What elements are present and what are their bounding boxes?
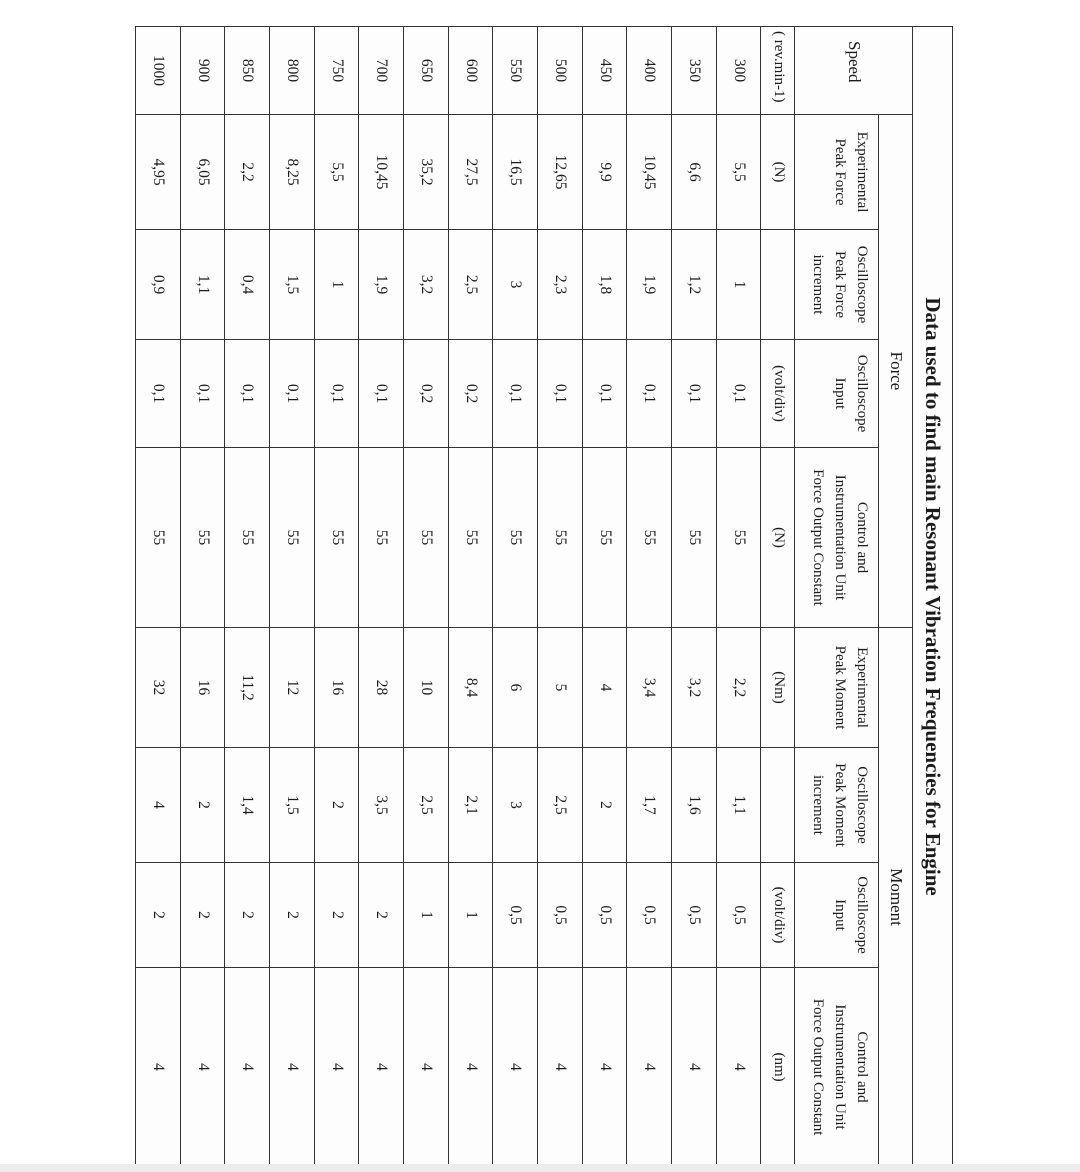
column-header-line: Peak Moment <box>832 763 849 847</box>
column-header-line: Oscilloscope <box>853 354 870 433</box>
value-cell: 35,2 <box>404 115 449 230</box>
column-header-line: increment <box>810 775 827 835</box>
column-header-line: Oscilloscope <box>853 766 870 844</box>
unit-cell: (nm) <box>761 968 795 1167</box>
speed-cell: 450 <box>582 27 627 115</box>
table-row <box>448 27 493 1167</box>
value-cell: 1 <box>448 863 493 968</box>
table-row <box>538 27 583 1167</box>
value-cell: 3,2 <box>404 230 449 340</box>
value-cell: 12,65 <box>538 115 583 230</box>
value-cell: 4 <box>136 748 181 863</box>
value-cell: 55 <box>671 448 716 628</box>
value-cell: 4 <box>716 968 761 1167</box>
value-cell: 55 <box>448 448 493 628</box>
value-cell: 11,2 <box>225 628 270 748</box>
column-header-line: Oscilloscope <box>853 876 870 954</box>
column-header-line: Instrumentation Unit <box>832 474 849 601</box>
speed-cell: 850 <box>225 27 270 115</box>
value-cell: 55 <box>493 448 538 628</box>
value-cell: 1 <box>716 230 761 340</box>
table-row <box>314 27 359 1167</box>
column-header-line: Input <box>832 377 849 410</box>
moment-column-header <box>795 748 879 863</box>
column-header-line: Control and <box>853 501 870 574</box>
unit-cell: (volt/div) <box>761 340 795 448</box>
value-cell: 1,1 <box>180 230 225 340</box>
speed-cell: 400 <box>627 27 672 115</box>
table-row <box>582 27 627 1167</box>
value-cell: 0,1 <box>671 340 716 448</box>
column-header-line: Experimental <box>853 131 870 213</box>
speed-cell: 650 <box>404 27 449 115</box>
value-cell: 2 <box>180 748 225 863</box>
value-cell: 0,5 <box>627 863 672 968</box>
speed-cell: 600 <box>448 27 493 115</box>
table-row <box>180 27 225 1167</box>
value-cell: 0,1 <box>314 340 359 448</box>
value-cell: 0,1 <box>136 340 181 448</box>
value-cell: 2,5 <box>404 748 449 863</box>
table-row <box>136 27 181 1167</box>
value-cell: 3,5 <box>359 748 404 863</box>
value-cell: 3,4 <box>627 628 672 748</box>
value-cell: 2 <box>225 863 270 968</box>
table-row <box>359 27 404 1167</box>
value-cell: 4 <box>225 968 270 1167</box>
value-cell: 8,4 <box>448 628 493 748</box>
data-body <box>136 27 761 1167</box>
value-cell: 2,2 <box>225 115 270 230</box>
speed-cell: 350 <box>671 27 716 115</box>
value-cell: 55 <box>180 448 225 628</box>
value-cell: 6 <box>493 628 538 748</box>
value-cell: 1 <box>314 230 359 340</box>
value-cell: 1,7 <box>627 748 672 863</box>
value-cell: 1,5 <box>270 230 315 340</box>
value-cell: 0,1 <box>359 340 404 448</box>
value-cell: 0,4 <box>225 230 270 340</box>
column-header-line: Input <box>832 899 849 931</box>
unit-cell: ( rev.min-1) <box>761 27 795 115</box>
value-cell: 4 <box>359 968 404 1167</box>
table-row <box>716 27 761 1167</box>
value-cell: 1,9 <box>627 230 672 340</box>
value-cell: 55 <box>538 448 583 628</box>
value-cell: 10,45 <box>359 115 404 230</box>
value-cell: 0,5 <box>538 863 583 968</box>
speed-cell: 550 <box>493 27 538 115</box>
value-cell: 0,1 <box>180 340 225 448</box>
unit-cell: (Nm) <box>761 628 795 748</box>
moment-column-header <box>795 628 879 748</box>
value-cell: 6,05 <box>180 115 225 230</box>
value-cell: 1,2 <box>671 230 716 340</box>
value-cell: 1,5 <box>270 748 315 863</box>
value-cell: 4 <box>180 968 225 1167</box>
value-cell: 2,5 <box>448 230 493 340</box>
value-cell: 3,2 <box>671 628 716 748</box>
column-header-line: Force Output Constant <box>810 469 827 606</box>
units-row <box>761 27 795 1167</box>
value-cell: 0,1 <box>627 340 672 448</box>
speed-cell: 800 <box>270 27 315 115</box>
value-cell: 4 <box>582 968 627 1167</box>
value-cell: 0,5 <box>716 863 761 968</box>
value-cell: 1,9 <box>359 230 404 340</box>
value-cell: 10 <box>404 628 449 748</box>
value-cell: 0,1 <box>538 340 583 448</box>
value-cell: 2 <box>582 748 627 863</box>
value-cell: 1,4 <box>225 748 270 863</box>
value-cell: 55 <box>359 448 404 628</box>
force-column-header <box>795 115 879 230</box>
value-cell: 0,9 <box>136 230 181 340</box>
speed-cell: 1000 <box>136 27 181 115</box>
value-cell: 1 <box>404 863 449 968</box>
table-row <box>493 27 538 1167</box>
unit-cell: (volt/div) <box>761 863 795 968</box>
value-cell: 0,1 <box>582 340 627 448</box>
unit-cell <box>761 230 795 340</box>
unit-cell: (N) <box>761 448 795 628</box>
value-cell: 1,6 <box>671 748 716 863</box>
speed-cell: 900 <box>180 27 225 115</box>
value-cell: 55 <box>136 448 181 628</box>
value-cell: 55 <box>404 448 449 628</box>
value-cell: 12 <box>270 628 315 748</box>
column-header-row <box>795 27 879 1167</box>
value-cell: 2,2 <box>716 628 761 748</box>
value-cell: 4 <box>627 968 672 1167</box>
column-header-line: Control and <box>853 1031 870 1103</box>
value-cell: 5 <box>538 628 583 748</box>
value-cell: 55 <box>225 448 270 628</box>
value-cell: 0,1 <box>270 340 315 448</box>
value-cell: 2 <box>359 863 404 968</box>
value-cell: 55 <box>716 448 761 628</box>
force-group-header: Force <box>878 115 912 628</box>
value-cell: 5,5 <box>716 115 761 230</box>
table-row <box>225 27 270 1167</box>
value-cell: 16 <box>314 628 359 748</box>
value-cell: 2 <box>180 863 225 968</box>
value-cell: 1,1 <box>716 748 761 863</box>
value-cell: 16 <box>180 628 225 748</box>
value-cell: 2,1 <box>448 748 493 863</box>
rotated-page <box>135 26 953 1166</box>
value-cell: 0,5 <box>671 863 716 968</box>
value-cell: 0,1 <box>716 340 761 448</box>
force-column-header <box>795 340 879 448</box>
resonance-data-table <box>135 26 953 1167</box>
value-cell: 16,5 <box>493 115 538 230</box>
value-cell: 2,3 <box>538 230 583 340</box>
value-cell: 0,1 <box>493 340 538 448</box>
unit-cell <box>761 748 795 863</box>
speed-cell: 500 <box>538 27 583 115</box>
column-header-line: Peak Force <box>832 250 849 319</box>
value-cell: 2 <box>270 863 315 968</box>
value-cell: 2 <box>314 863 359 968</box>
force-column-header <box>795 230 879 340</box>
column-header-line: Peak Moment <box>832 645 849 730</box>
value-cell: 4 <box>448 968 493 1167</box>
column-header-line: Oscilloscope <box>853 245 870 324</box>
value-cell: 55 <box>270 448 315 628</box>
value-cell: 3 <box>493 230 538 340</box>
speed-cell: 300 <box>716 27 761 115</box>
table-row <box>270 27 315 1167</box>
value-cell: 4,95 <box>136 115 181 230</box>
value-cell: 1,8 <box>582 230 627 340</box>
table-row <box>404 27 449 1167</box>
value-cell: 0,2 <box>404 340 449 448</box>
speed-cell: 700 <box>359 27 404 115</box>
value-cell: 9,9 <box>582 115 627 230</box>
value-cell: 0,2 <box>448 340 493 448</box>
value-cell: 4 <box>136 968 181 1167</box>
bottom-strip <box>0 1164 1080 1172</box>
value-cell: 55 <box>582 448 627 628</box>
table-title: Data used to find main Resonant Vibration Frequencies for Engine <box>912 27 952 1167</box>
value-cell: 0,1 <box>225 340 270 448</box>
value-cell: 27,5 <box>448 115 493 230</box>
value-cell: 4 <box>493 968 538 1167</box>
value-cell: 8,25 <box>270 115 315 230</box>
moment-group-header: Moment <box>878 628 912 1167</box>
value-cell: 4 <box>314 968 359 1167</box>
value-cell: 4 <box>538 968 583 1167</box>
value-cell: 0,5 <box>493 863 538 968</box>
unit-cell: (N) <box>761 115 795 230</box>
value-cell: 32 <box>136 628 181 748</box>
value-cell: 2 <box>136 863 181 968</box>
value-cell: 4 <box>404 968 449 1167</box>
moment-column-header <box>795 863 879 968</box>
value-cell: 5,5 <box>314 115 359 230</box>
speed-header: Speed <box>795 27 913 115</box>
column-header-line: Force Output Constant <box>810 998 827 1136</box>
value-cell: 10,45 <box>627 115 672 230</box>
speed-cell: 750 <box>314 27 359 115</box>
force-column-header <box>795 448 879 628</box>
value-cell: 6,6 <box>671 115 716 230</box>
value-cell: 55 <box>627 448 672 628</box>
value-cell: 3 <box>493 748 538 863</box>
column-header-line: Experimental <box>853 647 870 728</box>
column-header-line: Peak Force <box>832 138 849 206</box>
value-cell: 4 <box>582 628 627 748</box>
value-cell: 28 <box>359 628 404 748</box>
value-cell: 2 <box>314 748 359 863</box>
moment-column-header <box>795 968 879 1167</box>
column-header-line: Instrumentation Unit <box>832 1004 849 1130</box>
table-row <box>627 27 672 1167</box>
value-cell: 2,5 <box>538 748 583 863</box>
table-row <box>671 27 716 1167</box>
column-header-line: increment <box>810 254 827 315</box>
value-cell: 0,5 <box>582 863 627 968</box>
value-cell: 55 <box>314 448 359 628</box>
value-cell: 4 <box>671 968 716 1167</box>
value-cell: 4 <box>270 968 315 1167</box>
